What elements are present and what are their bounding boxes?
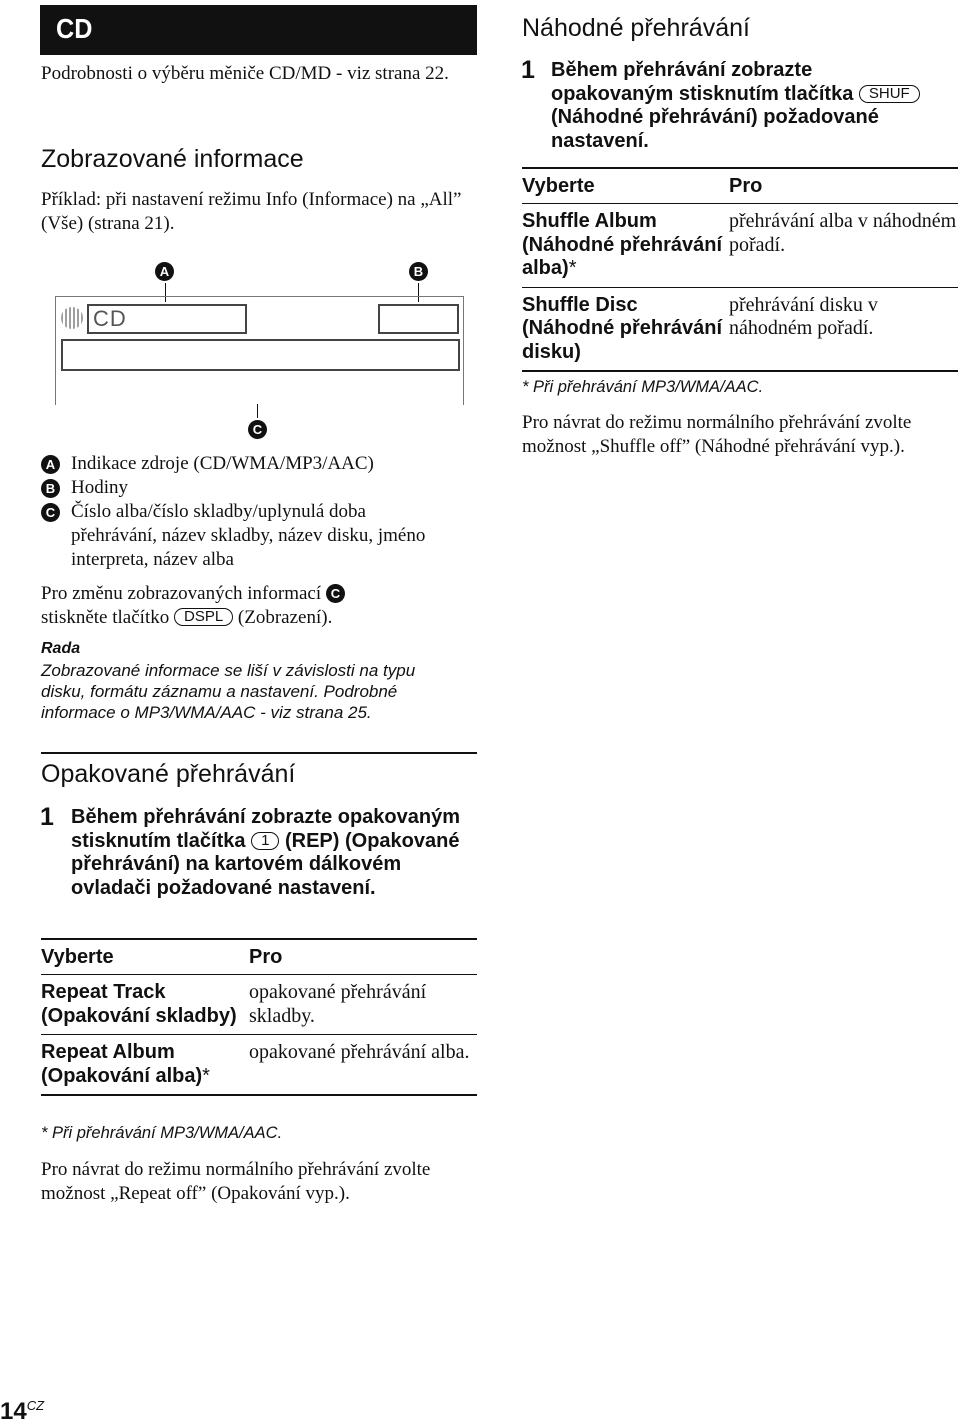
repeat-return-text: Pro návrat do režimu normálního přehrávání zvolte možnost „Repeat off” (Opakování vyp.). <box>41 1159 431 1204</box>
shuffle-section-title: Náhodné přehrávání <box>522 14 750 42</box>
legend-item-a: A Indikace zdroje (CD/WMA/MP3/AAC) <box>41 452 441 476</box>
table-header-row <box>522 168 958 204</box>
rep-key: 1 <box>251 832 279 850</box>
intro-text: Podrobnosti o výběru měniče CD/MD - viz strana 22. <box>41 63 449 84</box>
repeat-step-text: Během přehrávání zobrazte opakovaným stisknutím tlačítka 1 (REP) (Opakované přehrávání) na kartovém dálkovém ovladači požadované nastavení. <box>71 806 461 899</box>
option-shuffle-disc: Shuffle Disc (Náhodné přehrávání disku) <box>522 287 729 371</box>
display-example-text: Příklad: při nastavení režimu Info (Informace) na „All” (Vše) (strana 21). <box>41 189 462 234</box>
disc-icon <box>61 307 83 329</box>
repeat-section-title: Opakované přehrávání <box>41 760 296 788</box>
table-row <box>41 975 477 1035</box>
callout-a: A <box>155 262 174 282</box>
option-repeat-track-desc: opakované přehrávání skladby. <box>249 975 477 1035</box>
repeat-step-number: 1 <box>40 803 54 831</box>
table-row <box>522 204 958 288</box>
section-divider <box>41 752 477 754</box>
repeat-options-table <box>41 938 477 1096</box>
shuf-key: SHUF <box>859 85 920 103</box>
col-header-for: Pro <box>729 168 958 204</box>
display-diagram <box>55 296 464 405</box>
change-info-text: Pro změnu zobrazovaných informací C stiskněte tlačítko DSPL (Zobrazení). <box>41 582 461 630</box>
legend-list <box>41 452 441 572</box>
hint-text: Zobrazované informace se liší v závislosti na typu disku, formátu záznamu a nastavení. Podrobné informace o MP3/WMA/AAC - viz strana 25. <box>41 661 416 722</box>
source-indicator-field <box>87 304 247 334</box>
col-header-for: Pro <box>249 939 477 975</box>
clock-field <box>378 304 459 334</box>
change-marker: C <box>326 584 345 603</box>
section-header-bar <box>40 5 477 55</box>
table-row <box>522 287 958 371</box>
option-repeat-album: Repeat Album (Opakování alba)* <box>41 1035 249 1096</box>
shuffle-footnote: * Při přehrávání MP3/WMA/AAC. <box>522 378 764 396</box>
col-header-select: Vyberte <box>41 939 249 975</box>
hint-title: Rada <box>41 640 81 657</box>
repeat-footnote: * Při přehrávání MP3/WMA/AAC. <box>41 1124 283 1142</box>
shuffle-return-text: Pro návrat do režimu normálního přehrávání zvolte možnost „Shuffle off” (Náhodné přehrávání vyp.). <box>522 412 912 457</box>
table-row <box>41 1035 477 1096</box>
option-shuffle-album-desc: přehrávání alba v náhodném pořadí. <box>729 204 958 288</box>
col-header-select: Vyberte <box>522 168 729 204</box>
display-section-title: Zobrazované informace <box>41 145 304 173</box>
callout-b: B <box>409 262 428 282</box>
callout-c-line <box>257 404 258 418</box>
shuffle-options-table <box>522 167 958 372</box>
source-indicator-text: CD <box>93 306 127 331</box>
option-shuffle-album: Shuffle Album (Náhodné přehrávání alba)* <box>522 204 729 288</box>
table-header-row <box>41 939 477 975</box>
legend-item-c: C Číslo alba/číslo skladby/uplynulá doba přehrávání, název skladby, název disku, jméno interpreta, název alba <box>41 500 441 572</box>
option-shuffle-disc-desc: přehrávání disku v náhodném pořadí. <box>729 287 958 371</box>
option-repeat-track: Repeat Track (Opakování skladby) <box>41 975 249 1035</box>
shuffle-step-text: Během přehrávání zobrazte opakovaným stisknutím tlačítka SHUF (Náhodné přehrávání) požadované nastavení. <box>551 59 931 153</box>
shuffle-step-number: 1 <box>521 56 535 84</box>
section-header-label: CD <box>56 13 93 44</box>
dspl-key: DSPL <box>174 608 233 626</box>
callout-c: C <box>248 420 267 440</box>
option-repeat-album-desc: opakované přehrávání alba. <box>249 1035 477 1096</box>
legend-item-b: B Hodiny <box>41 476 441 500</box>
page-number: $14^{CZ}$ <box>0 1398 45 1425</box>
info-field <box>61 339 460 371</box>
